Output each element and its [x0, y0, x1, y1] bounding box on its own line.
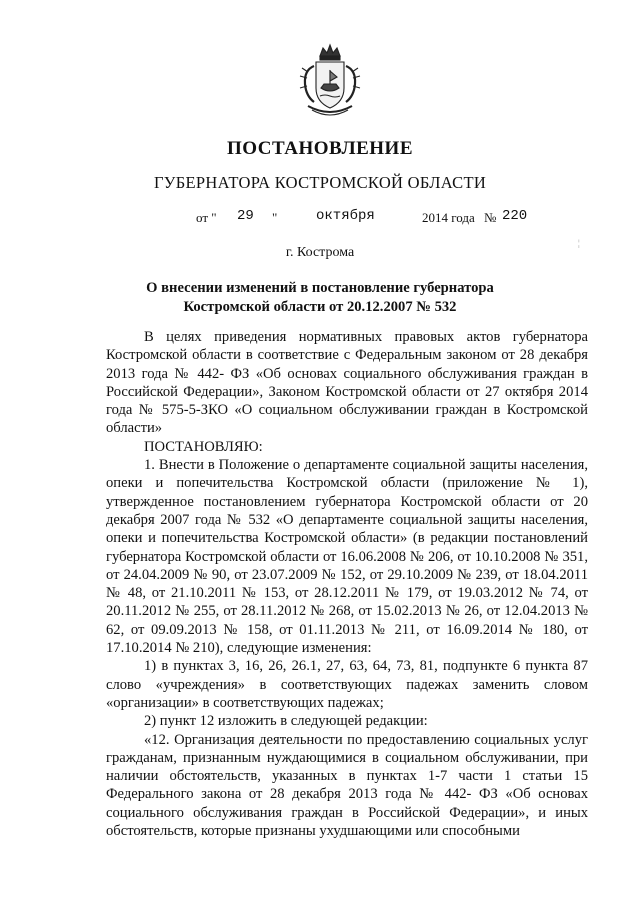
- margin-tick: ¦: [578, 238, 580, 248]
- document-heading: [0, 279, 640, 317]
- city-line: г. Кострома: [285, 245, 355, 260]
- document-number: 220: [502, 208, 528, 224]
- document-title: ПОСТАНОВЛЕНИЕ: [226, 138, 414, 159]
- preamble-paragraph: В целях приведения нормативных правовых актов губернатора Костромской области в соответствие с Федеральным законом от 28 декабря 2013 года № 442- ФЗ «Об основах социального обслуживания граждан в Российской Федерации», Законом Костромской области от 27 октября 2014 года № 575-5-ЗКО «О социальном обслуживании граждан в Костромской области»: [106, 329, 588, 437]
- subitem-2-paragraph: 2) пункт 12 изложить в следующей редакции:: [144, 713, 428, 730]
- heading-line-1: О внесении изменений в постановление губернатора: [146, 280, 494, 296]
- date-month: октября: [316, 208, 375, 224]
- date-day: 29: [237, 208, 254, 224]
- clause-12-paragraph: «12. Организация деятельности по предоставлению социальных услуг гражданам, признанным нуждающимися в социальном обслуживании, при наличии обстоятельств, указанных в пунктах 1-7 части 1 статьи 15 Федерального закона от 28 декабря 2013 года № 442- ФЗ «Об основах социального обслуживания граждан в Российской Федерации», и иных обстоятельств, которые признаны ухудшающими или способными: [106, 731, 588, 840]
- item-1-paragraph: 1. Внести в Положение о департаменте социальной защиты населения, опеки и попечительства Костромской области (приложение № 1), утвержденное постановлением губернатора Костромской области от 20 декабря 2007 года № 532 «О департаменте социальной защиты населения, опеки и попечительства Костромской области» (в редакции постановлений губернатора Костромской области от 16.06.2008 № 206, от 10.10.2008 № 351, от 24.04.2009 № 90, от 23.07.2009 № 152, от 29.10.2009 № 239, от 18.04.2011 № 48, от 21.10.2011 № 153, от 28.12.2011 № 179, от 19.03.2012 № 74, от 20.11.2012 № 255, от 28.11.2012 № 268, от 15.02.2013 № 26, от 12.04.2013 № 62, от 09.09.2013 № 158, от 01.11.2013 № 211, от 16.09.2014 № 180, от 17.10.2014 № 210), следующие изменения:: [106, 457, 588, 657]
- date-line: [0, 210, 640, 230]
- document-body: [106, 328, 588, 840]
- date-year: 2014 года: [422, 210, 475, 225]
- subitem-1-paragraph: 1) в пунктах 3, 16, 26, 26.1, 27, 63, 64, 73, 81, подпункте 6 пункта 87 слово «учреждения» в соответствующих падежах заменить словом «организации» в соответствующих падежах;: [106, 658, 588, 711]
- heading-line-2: Костромской области от 20.12.2007 № 532: [183, 299, 457, 315]
- coat-of-arms-emblem: [296, 42, 364, 120]
- issuer-subtitle: ГУБЕРНАТОРА КОСТРОМСКОЙ ОБЛАСТИ: [153, 173, 487, 192]
- date-quote-close: ": [272, 210, 278, 225]
- number-sign: №: [484, 210, 497, 225]
- resolve-word: ПОСТАНОВЛЯЮ:: [144, 438, 263, 455]
- date-prefix: от ": [196, 210, 217, 225]
